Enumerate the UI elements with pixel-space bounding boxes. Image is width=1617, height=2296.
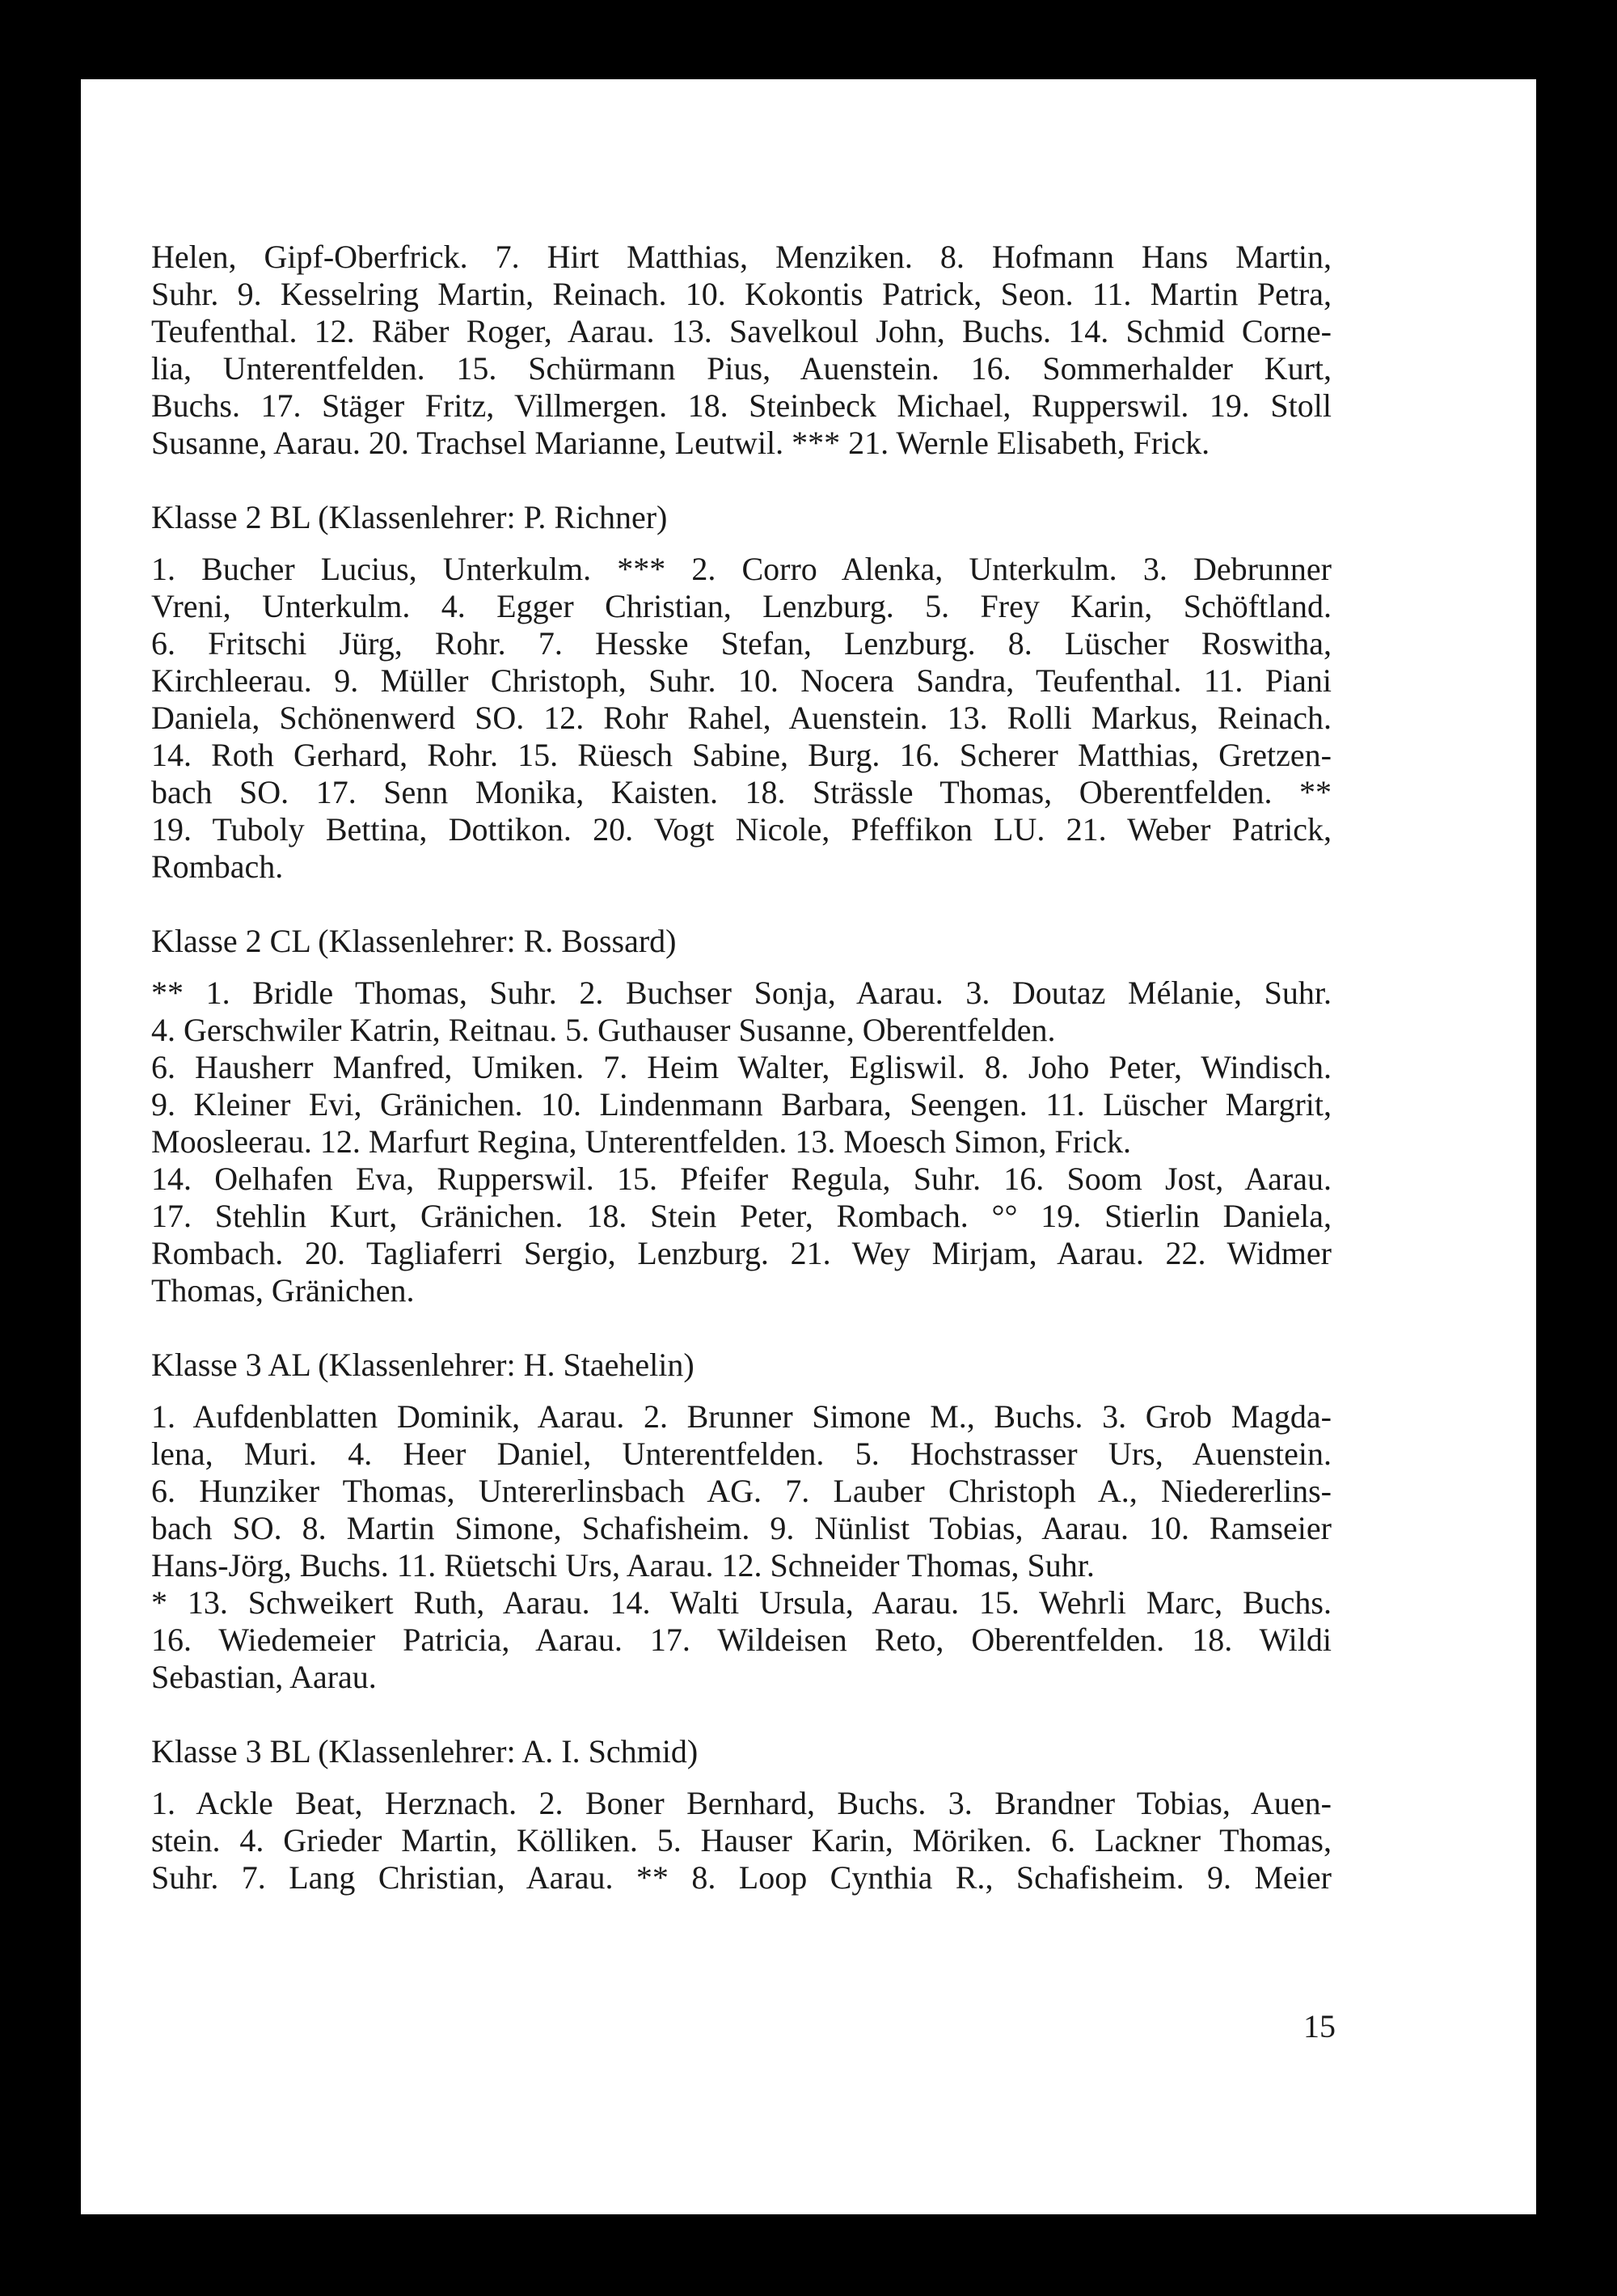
- text-line: 14. Oelhafen Eva, Rupperswil. 15. Pfeifer Regula, Suhr. 16. Soom Jost, Aarau.: [151, 1161, 1332, 1197]
- section-heading: Klasse 3 AL (Klassenlehrer: H. Staehelin): [151, 1347, 695, 1383]
- section-heading: Klasse 3 BL (Klassenlehrer: A. I. Schmid): [151, 1733, 699, 1770]
- text-line: Rombach. 20. Tagliaferri Sergio, Lenzburg. 21. Wey Mirjam, Aarau. 22. Widmer: [151, 1235, 1332, 1271]
- text-line: 16. Wiedemeier Patricia, Aarau. 17. Wildeisen Reto, Oberentfelden. 18. Wildi: [151, 1622, 1332, 1658]
- text-line: bach SO. 17. Senn Monika, Kaisten. 18. Strässle Thomas, Oberentfelden. **: [151, 774, 1332, 810]
- text-line: lia, Unterentfelden. 15. Schürmann Pius, Auenstein. 16. Sommerhalder Kurt,: [151, 350, 1332, 387]
- text-line: * 13. Schweikert Ruth, Aarau. 14. Walti Ursula, Aarau. 15. Wehrli Marc, Buchs.: [151, 1584, 1332, 1621]
- text-line: Buchs. 17. Stäger Fritz, Villmergen. 18. Steinbeck Michael, Rupperswil. 19. Stoll: [151, 387, 1332, 424]
- text-line: Moosleerau. 12. Marfurt Regina, Unterentfelden. 13. Moesch Simon, Frick.: [151, 1123, 1131, 1160]
- text-line: Thomas, Gränichen.: [151, 1272, 415, 1309]
- text-line: Suhr. 9. Kesselring Martin, Reinach. 10. Kokontis Patrick, Seon. 11. Martin Petra,: [151, 276, 1332, 312]
- text-line: Suhr. 7. Lang Christian, Aarau. ** 8. Loop Cynthia R., Schafisheim. 9. Meier: [151, 1859, 1332, 1896]
- text-line: 14. Roth Gerhard, Rohr. 15. Rüesch Sabine, Burg. 16. Scherer Matthias, Gretzen-: [151, 737, 1332, 773]
- text-line: 9. Kleiner Evi, Gränichen. 10. Lindenmann Barbara, Seengen. 11. Lüscher Margrit,: [151, 1086, 1332, 1123]
- section-klasse-3-bl: [151, 1733, 1332, 1896]
- text-line: 6. Hausherr Manfred, Umiken. 7. Heim Walter, Egliswil. 8. Joho Peter, Windisch.: [151, 1049, 1332, 1085]
- text-line: Kirchleerau. 9. Müller Christoph, Suhr. 10. Nocera Sandra, Teufenthal. 11. Piani: [151, 662, 1332, 699]
- text-line: 17. Stehlin Kurt, Gränichen. 18. Stein Peter, Rombach. °° 19. Stierlin Daniela,: [151, 1198, 1332, 1234]
- text-line: 6. Hunziker Thomas, Untererlinsbach AG. 7. Lauber Christoph A., Niedererlins-: [151, 1473, 1332, 1509]
- page-number: 15: [1303, 2008, 1336, 2044]
- section-klasse-3-al: [151, 1347, 1332, 1696]
- text-line: 19. Tuboly Bettina, Dottikon. 20. Vogt Nicole, Pfeffikon LU. 21. Weber Patrick,: [151, 811, 1332, 848]
- text-line: Teufenthal. 12. Räber Roger, Aarau. 13. Savelkoul John, Buchs. 14. Schmid Corne-: [151, 313, 1332, 349]
- text-line: Vreni, Unterkulm. 4. Egger Christian, Lenzburg. 5. Frey Karin, Schöftland.: [151, 588, 1332, 624]
- section-heading: Klasse 2 CL (Klassenlehrer: R. Bossard): [151, 923, 677, 959]
- section-heading: Klasse 2 BL (Klassenlehrer: P. Richner): [151, 499, 668, 535]
- section-klasse-2-bl: [151, 499, 1332, 886]
- text-line: Rombach.: [151, 848, 284, 885]
- text-line: 1. Bucher Lucius, Unterkulm. *** 2. Corro Alenka, Unterkulm. 3. Debrunner: [151, 551, 1332, 587]
- text-line: 1. Ackle Beat, Herznach. 2. Boner Bernhard, Buchs. 3. Brandner Tobias, Auen-: [151, 1785, 1332, 1821]
- text-line: ** 1. Bridle Thomas, Suhr. 2. Buchser Sonja, Aarau. 3. Doutaz Mélanie, Suhr.: [151, 975, 1332, 1011]
- text-line: Hans-Jörg, Buchs. 11. Rüetschi Urs, Aarau. 12. Schneider Thomas, Suhr.: [151, 1547, 1095, 1584]
- text-line: lena, Muri. 4. Heer Daniel, Unterentfelden. 5. Hochstrasser Urs, Auenstein.: [151, 1436, 1332, 1472]
- text-line: Susanne, Aarau. 20. Trachsel Marianne, Leutwil. *** 21. Wernle Elisabeth, Frick.: [151, 425, 1210, 461]
- section-klasse-2-cl: [151, 923, 1332, 1309]
- text-line: Helen, Gipf-Oberfrick. 7. Hirt Matthias, Menziken. 8. Hofmann Hans Martin,: [151, 239, 1332, 275]
- text-line: bach SO. 8. Martin Simone, Schafisheim. 9. Nünlist Tobias, Aarau. 10. Ramseier: [151, 1510, 1332, 1546]
- text-line: 6. Fritschi Jürg, Rohr. 7. Hesske Stefan, Lenzburg. 8. Lüscher Roswitha,: [151, 625, 1332, 662]
- document-page: [81, 79, 1536, 2214]
- text-line: Daniela, Schönenwerd SO. 12. Rohr Rahel, Auenstein. 13. Rolli Markus, Reinach.: [151, 700, 1332, 736]
- text-line: Sebastian, Aarau.: [151, 1659, 377, 1695]
- text-line: stein. 4. Grieder Martin, Kölliken. 5. Hauser Karin, Möriken. 6. Lackner Thomas,: [151, 1822, 1332, 1858]
- text-body: [151, 239, 1332, 1896]
- text-line: 1. Aufdenblatten Dominik, Aarau. 2. Brunner Simone M., Buchs. 3. Grob Magda-: [151, 1398, 1332, 1435]
- text-line: 4. Gerschwiler Katrin, Reitnau. 5. Guthauser Susanne, Oberentfelden.: [151, 1012, 1056, 1048]
- intro-paragraph: [151, 239, 1332, 462]
